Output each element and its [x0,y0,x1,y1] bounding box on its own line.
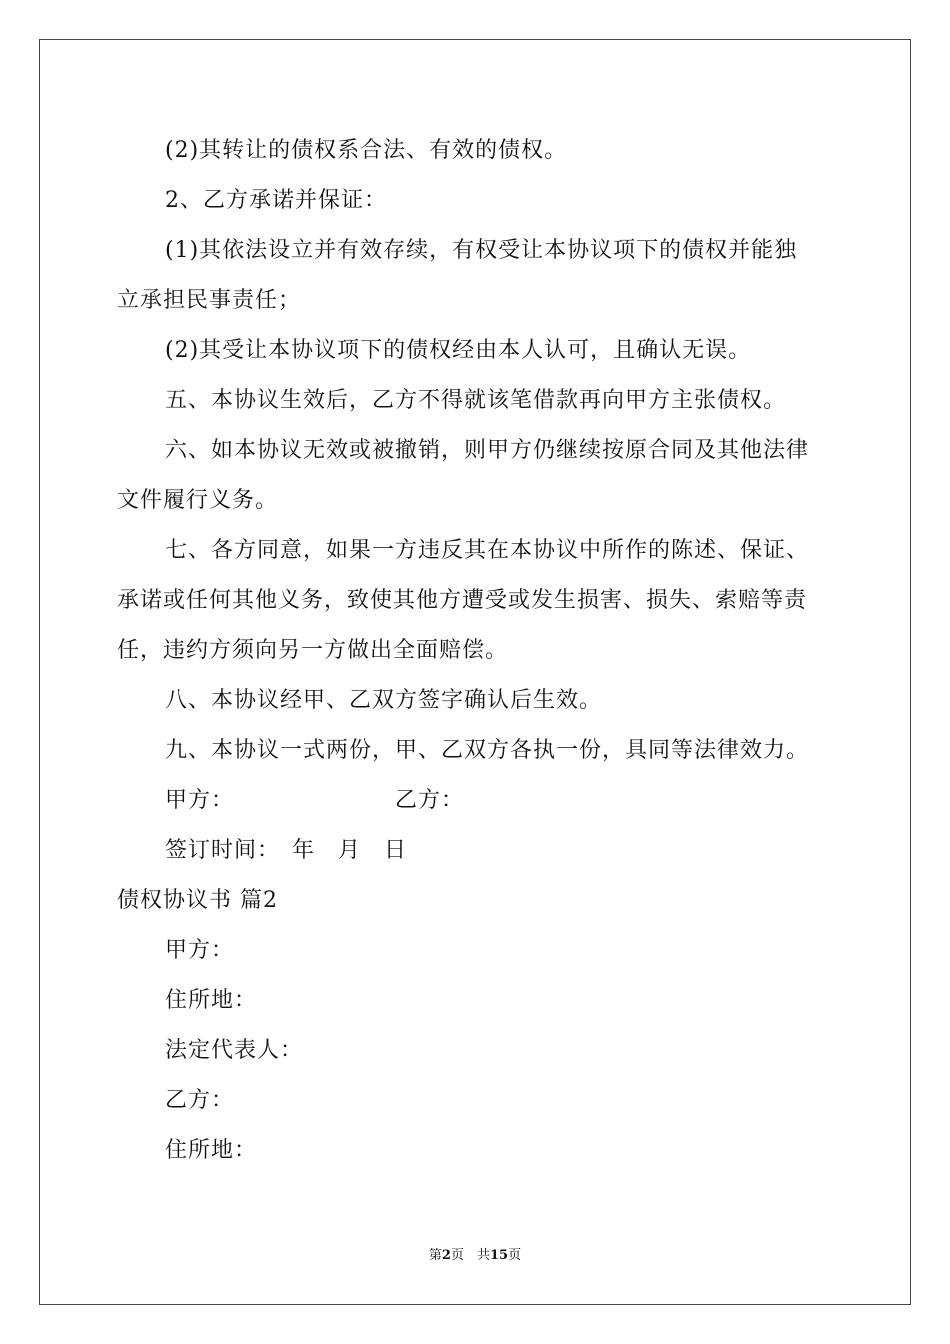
current-page-number: 2 [441,1248,451,1263]
paragraph-line: 承诺或任何其他义务，致使其他方遭受或发生损害、损失、索赔等责 [117,588,808,613]
paragraph-line: 文件履行义务。 [117,488,279,513]
paragraph-line: 任，违约方须向另一方做出全面赔偿。 [117,638,509,663]
paragraph-line: 九、本协议一式两份，甲、乙双方各执一份，具同等法律效力。 [165,738,810,763]
party-b-field: 乙方： [165,1088,235,1113]
page-footer: 第2页 共15页 [428,1248,522,1263]
legal-representative-field: 法定代表人： [165,1038,304,1063]
section-title: 债权协议书 篇2 [117,888,278,913]
party-a-signature-label: 甲方： [165,788,235,813]
paragraph-line: 七、各方同意，如果一方违反其在本协议中所作的陈述、保证、 [165,538,810,563]
paragraph-line: 六、如本协议无效或被撤销，则甲方仍继续按原合同及其他法律 [165,438,810,463]
party-a-field: 甲方： [165,938,235,963]
document-body [117,126,837,1176]
party-b-address-field: 住所地： [165,1138,258,1163]
party-a-address-field: 住所地： [165,988,258,1013]
paragraph-line: 八、本协议经甲、乙双方签字确认后生效。 [165,688,603,713]
paragraph-line: 2、乙方承诺并保证： [165,188,387,213]
paragraph-line: 五、本协议生效后，乙方不得就该笔借款再向甲方主张债权。 [165,388,787,413]
paragraph-line: (1)其依法设立并有效存续，有权受让本协议项下的债权并能独 [165,238,798,263]
signing-date: 签订时间： 年 月 日 [165,838,408,863]
total-page-count: 15 [489,1248,509,1263]
paragraph-line: 立承担民事责任； [117,288,302,313]
paragraph-line: (2)其受让本协议项下的债权经由本人认可，且确认无误。 [165,338,752,363]
signature-row [117,776,837,826]
paragraph-line: (2)其转让的债权系合法、有效的债权。 [165,138,568,163]
party-b-signature-label: 乙方： [395,788,465,813]
